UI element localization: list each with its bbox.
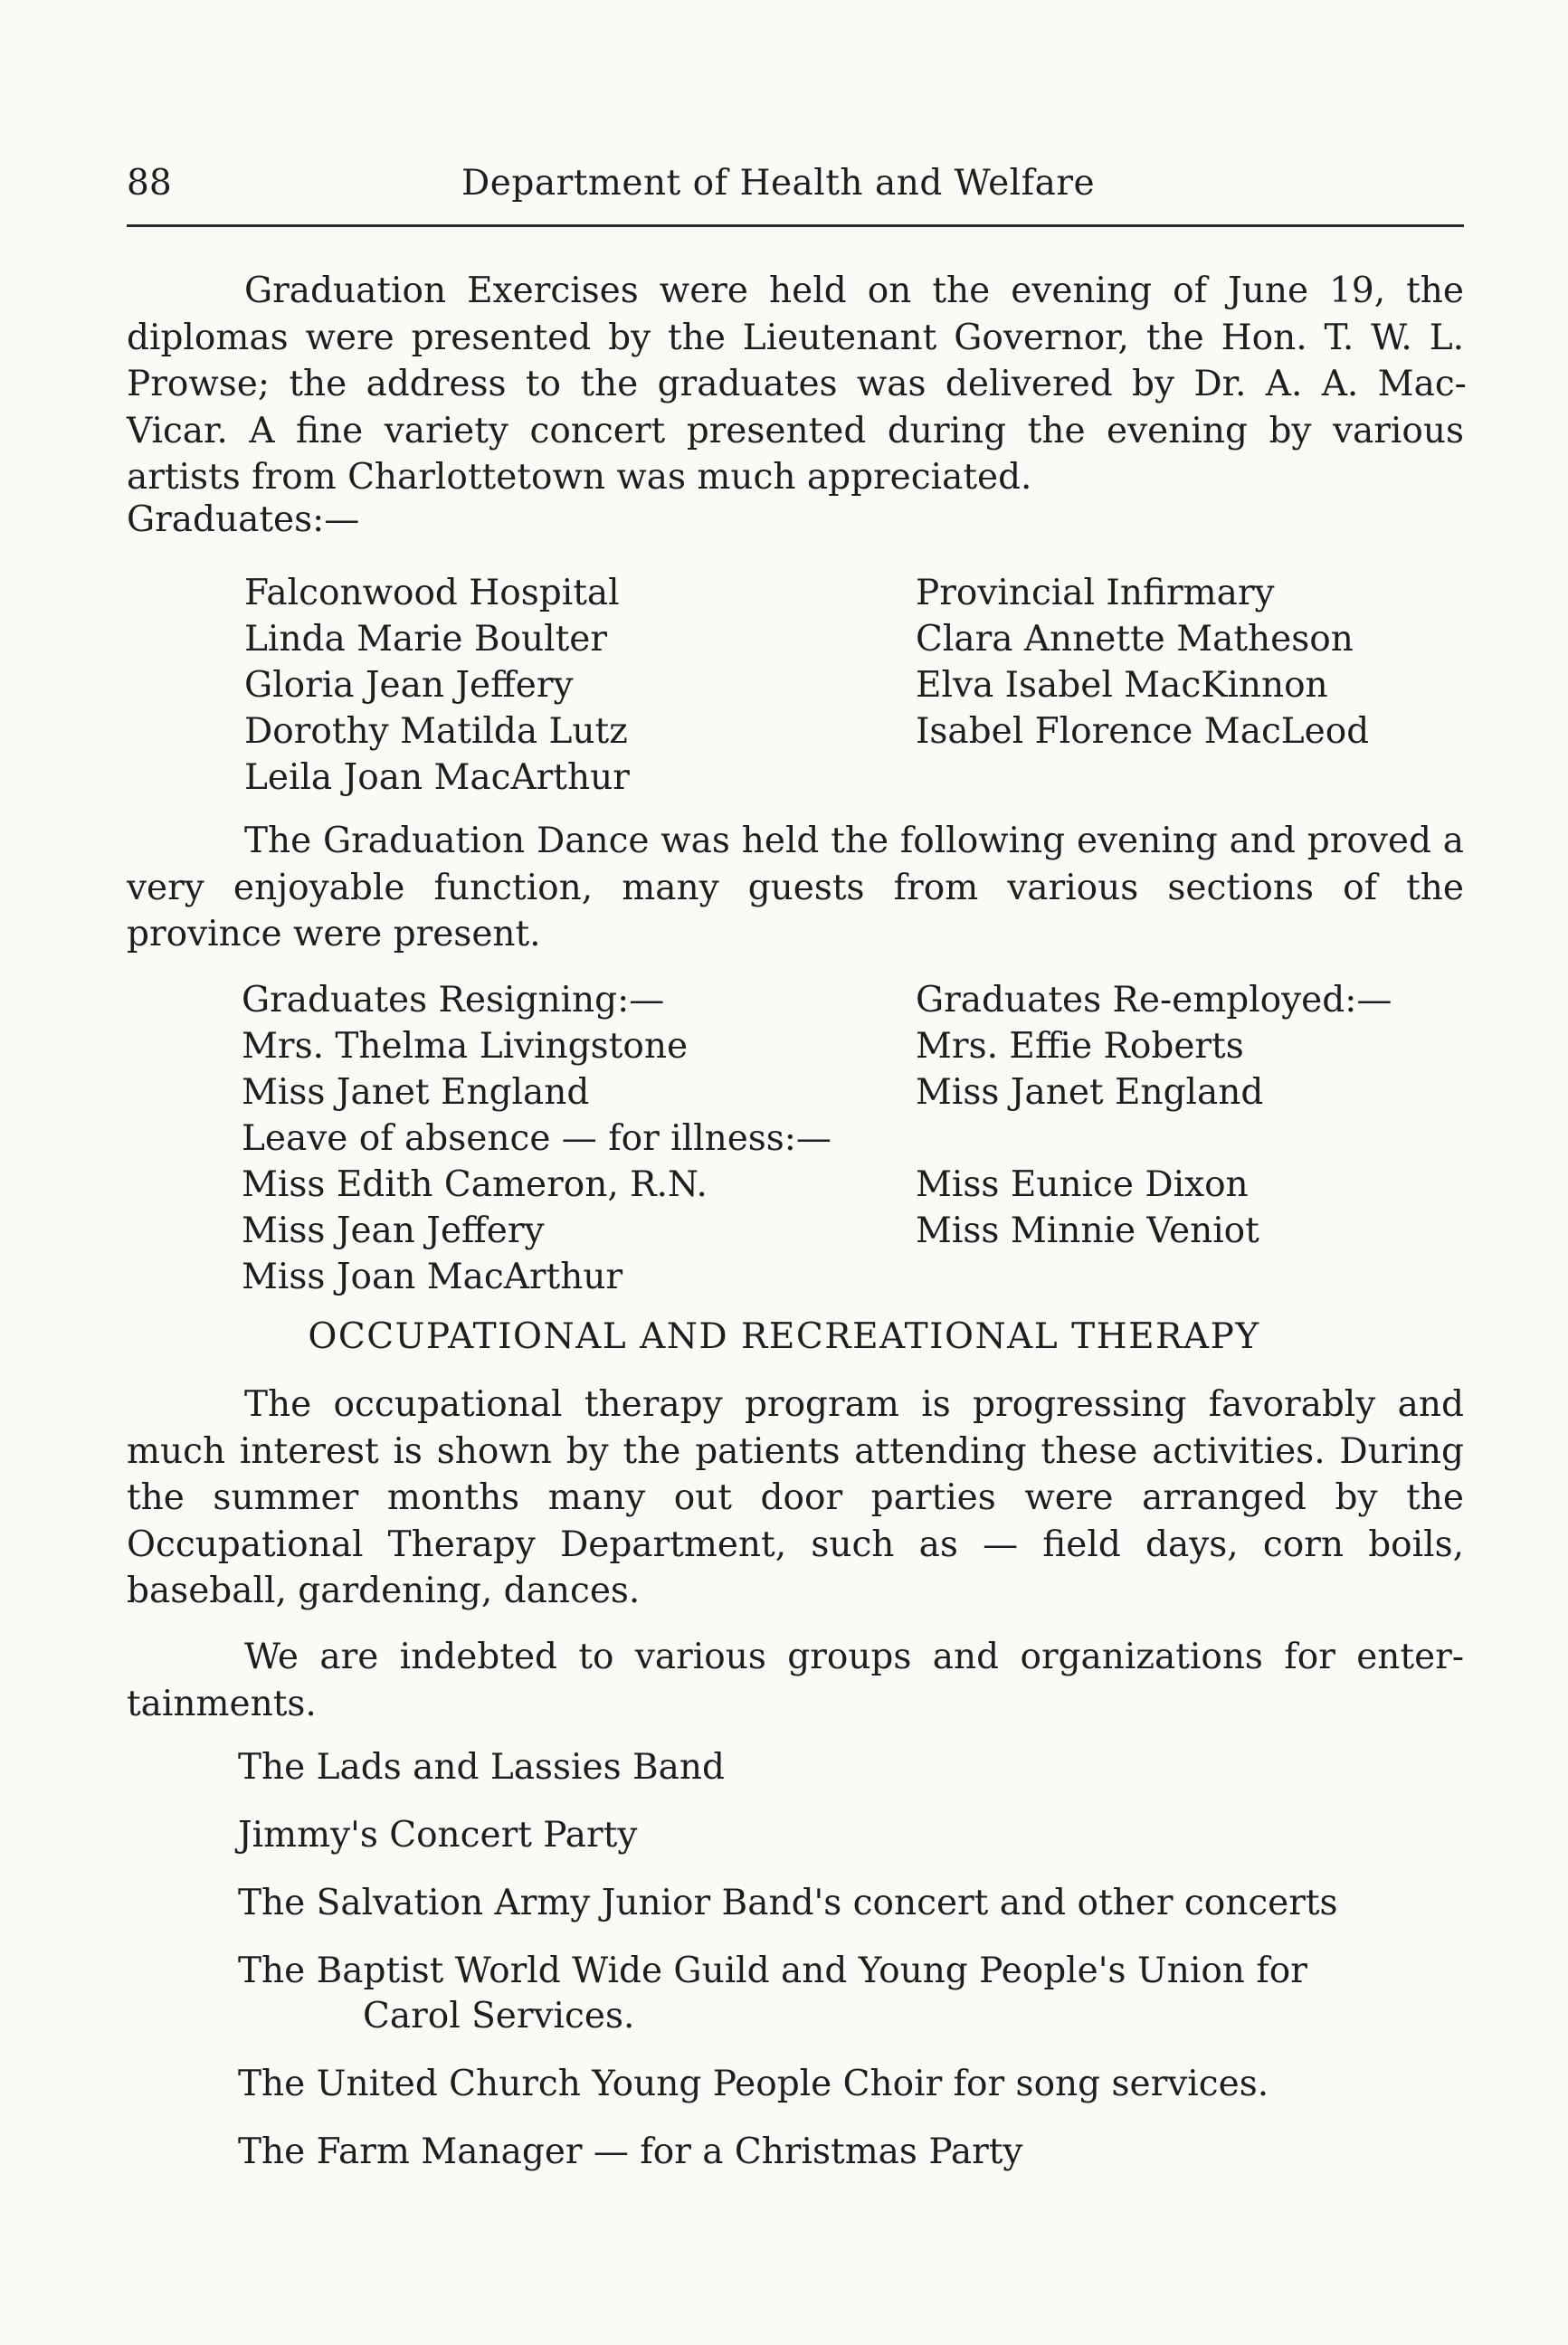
graduates-list-falconwood [244, 570, 630, 801]
text-line: We are indebted to various groups and organizations for enter- [244, 1637, 1464, 1677]
staff-list-right [916, 977, 1392, 1254]
list-item: Jimmy's Concert Party [238, 1815, 638, 1856]
text-line: tainments. [127, 1683, 317, 1724]
text-line: a very enjoyable function, many guests from various sections of the [127, 821, 1464, 908]
list-item: Gloria Jean Jeffery [244, 665, 574, 706]
list-item: Leila Joan MacArthur [244, 757, 630, 798]
list-item: Isabel Florence MacLeod [916, 711, 1370, 752]
staff-list-left [242, 977, 832, 1300]
list-item: Miss Joan MacArthur [242, 1257, 623, 1297]
list-item: Linda Marie Boulter [244, 619, 608, 660]
list-item: Provincial Infirmary [916, 573, 1275, 613]
list-item: The United Church Young People Choir for song services. [238, 2064, 1269, 2104]
list-item: The Salvation Army Junior Band's concert and other concerts [238, 1883, 1338, 1923]
list-item: Graduates Resigning:— [242, 980, 665, 1021]
list-item: Mrs. Thelma Livingstone [242, 1026, 689, 1067]
list-item-continuation: Carol Services. [363, 1996, 635, 2036]
graduates-list-infirmary [916, 570, 1369, 755]
list-item: Mrs. Effie Roberts [916, 1026, 1244, 1067]
section-heading: OCCUPATIONAL AND RECREATIONAL THERAPY [308, 1316, 1260, 1357]
running-header-title: Department of Health and Welfare [461, 163, 1096, 204]
text-line: diplomas were presented by the Lieutenant Governor, the Hon. T. W. L. [127, 317, 1464, 358]
list-item: Falconwood Hospital [244, 573, 620, 613]
list-item: Miss Jean Jeffery [242, 1210, 545, 1251]
list-item: Miss Janet England [242, 1072, 590, 1113]
text-line: the summer months many out door parties were arranged by the [127, 1477, 1464, 1519]
list-item: Miss Edith Cameron, R.N. [242, 1164, 708, 1205]
list-item: The Farm Manager — for a Christmas Party [238, 2131, 1023, 2172]
graduates-label: Graduates:— [127, 499, 360, 540]
list-item: Leave of absence — for illness:— [242, 1118, 832, 1159]
text-line: baseball, gardening, dances. [127, 1571, 641, 1612]
therapy-paragraph [127, 1381, 1464, 1615]
header-rule [127, 224, 1464, 227]
list-item: Graduates Re-employed:— [916, 980, 1392, 1021]
list-item: Miss Eunice Dixon [916, 1164, 1249, 1205]
text-line: Occupational Therapy Department, such as — field days, corn boils, [127, 1524, 1464, 1565]
list-item: Clara Annette Matheson [916, 619, 1354, 660]
list-item: The Baptist World Wide Guild and Young People's Union for [238, 1951, 1307, 1991]
text-line: province were present. [127, 914, 541, 955]
text-line: much interest is shown by the patients attending these activities. During [127, 1430, 1464, 1472]
text-line: The occupational therapy program is progressing favorably and [244, 1384, 1464, 1425]
text-line: Prowse; the address to the graduates was delivered by Dr. A. A. Mac- [127, 364, 1464, 405]
list-item: Miss Janet England [916, 1072, 1264, 1113]
dance-paragraph [127, 818, 1464, 958]
indebted-paragraph [127, 1634, 1464, 1727]
list-item: Elva Isabel MacKinnon [916, 665, 1328, 706]
list-item [916, 1116, 1392, 1162]
text-line: artists from Charlottetown was much appreciated. [127, 457, 1032, 498]
text-line: The Graduation Dance was held the following evening and proved [244, 821, 1431, 861]
list-item: Miss Minnie Veniot [916, 1210, 1259, 1251]
list-item: The Lads and Lassies Band [238, 1747, 726, 1788]
list-item: Dorothy Matilda Lutz [244, 711, 628, 752]
text-line: Graduation Exercises were held on the evening of June 19, the [244, 271, 1464, 311]
graduation-paragraph [127, 268, 1464, 501]
text-line: Vicar. A fine variety concert presented during the evening by various [127, 410, 1464, 451]
page-number: 88 [127, 163, 172, 204]
